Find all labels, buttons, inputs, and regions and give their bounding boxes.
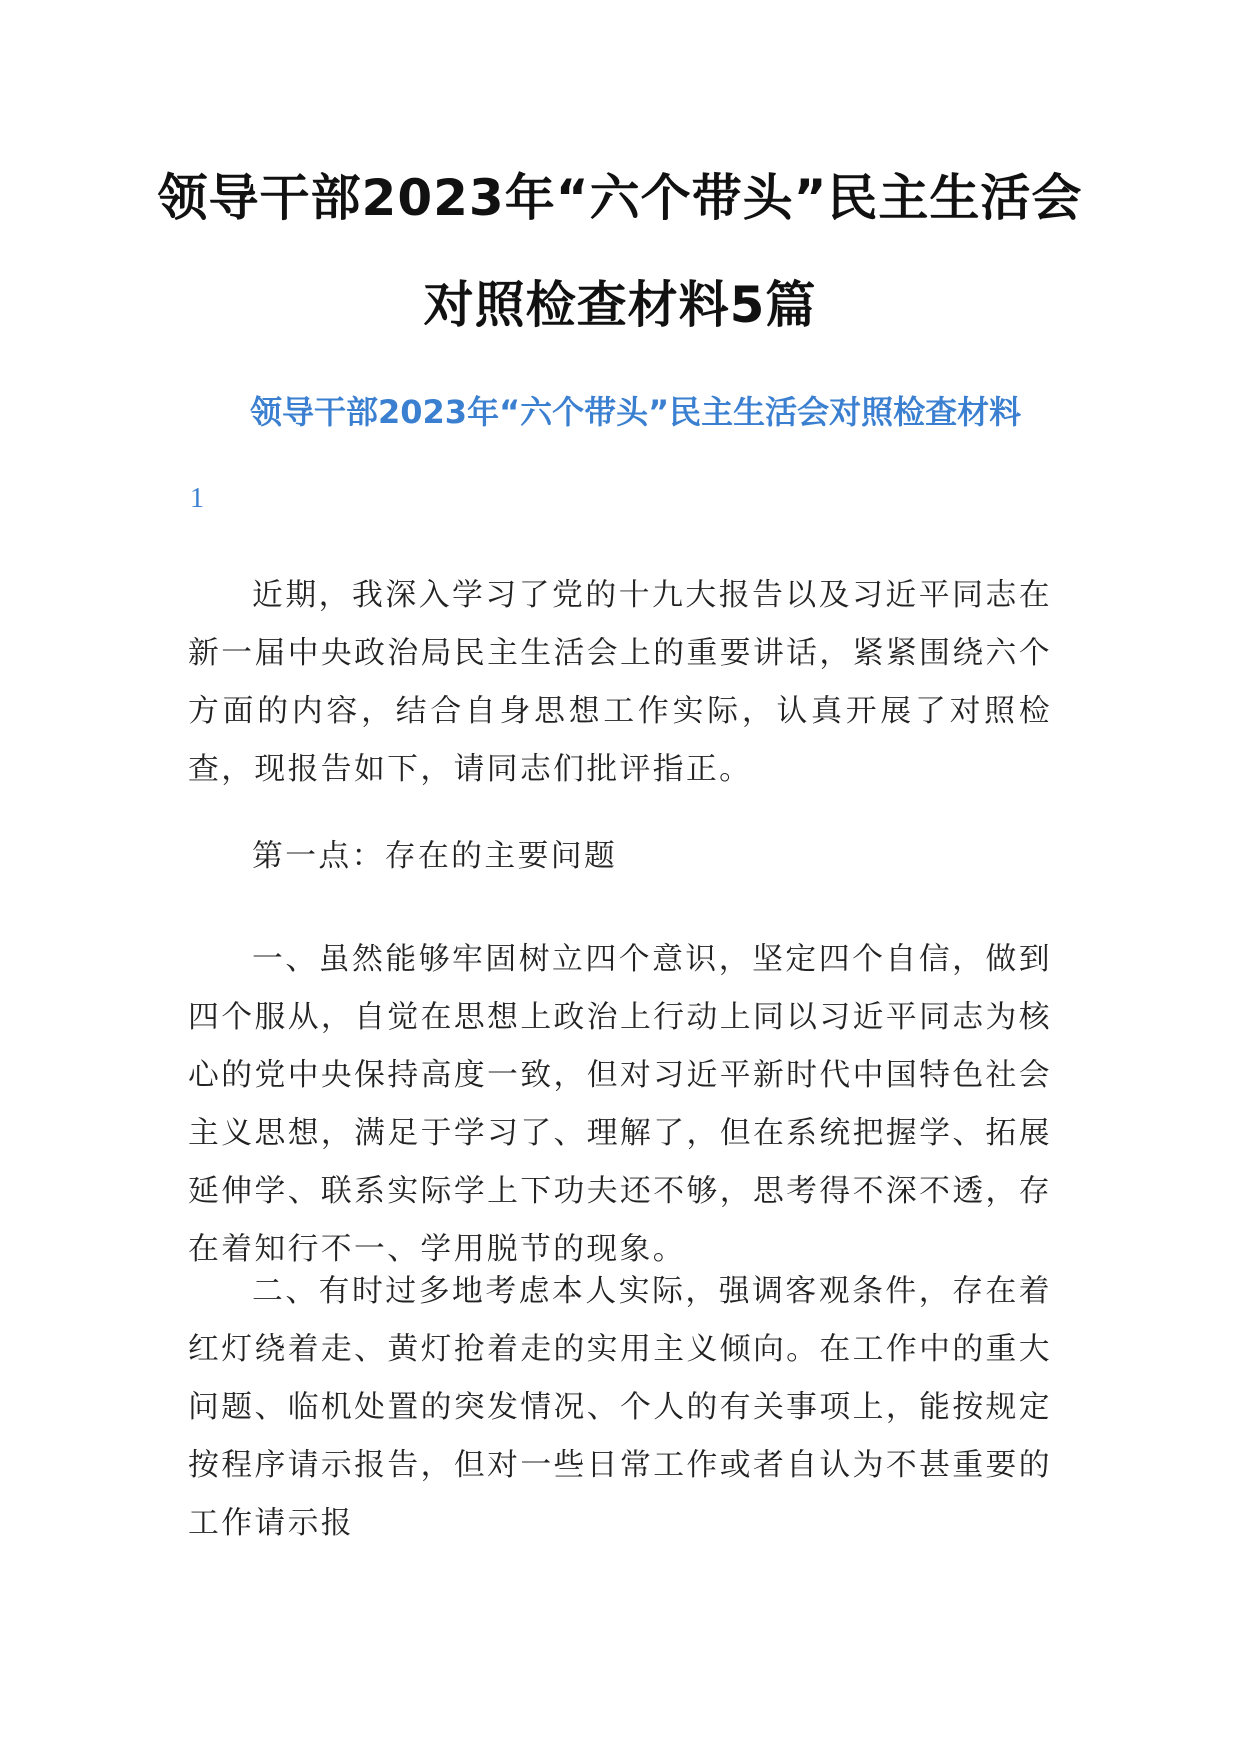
document-title-line-2: 对照检查材料5篇 [423, 276, 817, 334]
document-title-line-1: 领导干部2023年“六个带头”民主生活会 [157, 169, 1083, 227]
problem-paragraph-2: 二、有时过多地考虑本人实际，强调客观条件，存在着红灯绕着走、黄灯抢着走的实用主义倾向。在工作中的重大问题、临机处置的突发情况、个人的有关事项上，能按规定按程序请示报告，但对一些日常工作或者自认为不甚重要的工作请示报 [188, 1273, 1052, 1541]
subtitle-number: 1 [190, 483, 204, 514]
section-subtitle: 领导干部2023年“六个带头”民主生活会对照检查材料 [250, 393, 1022, 431]
problem-paragraph-1: 一、虽然能够牢固树立四个意识，坚定四个自信，做到四个服从，自觉在思想上政治上行动上同以习近平同志为核心的党中央保持高度一致，但对习近平新时代中国特色社会主义思想，满足于学习了、理解了，但在系统把握学、拓展延伸学、联系实际学上下功夫还不够，思考得不深不透，存在着知行不一、学用脱节的现象。 [188, 941, 1052, 1267]
intro-paragraph: 近期，我深入学习了党的十九大报告以及习近平同志在新一届中央政治局民主生活会上的重要讲话，紧紧围绕六个方面的内容，结合自身思想工作实际，认真开展了对照检查，现报告如下，请同志们批评指正。 [188, 577, 1052, 787]
section-heading: 第一点：存在的主要问题 [252, 838, 618, 874]
